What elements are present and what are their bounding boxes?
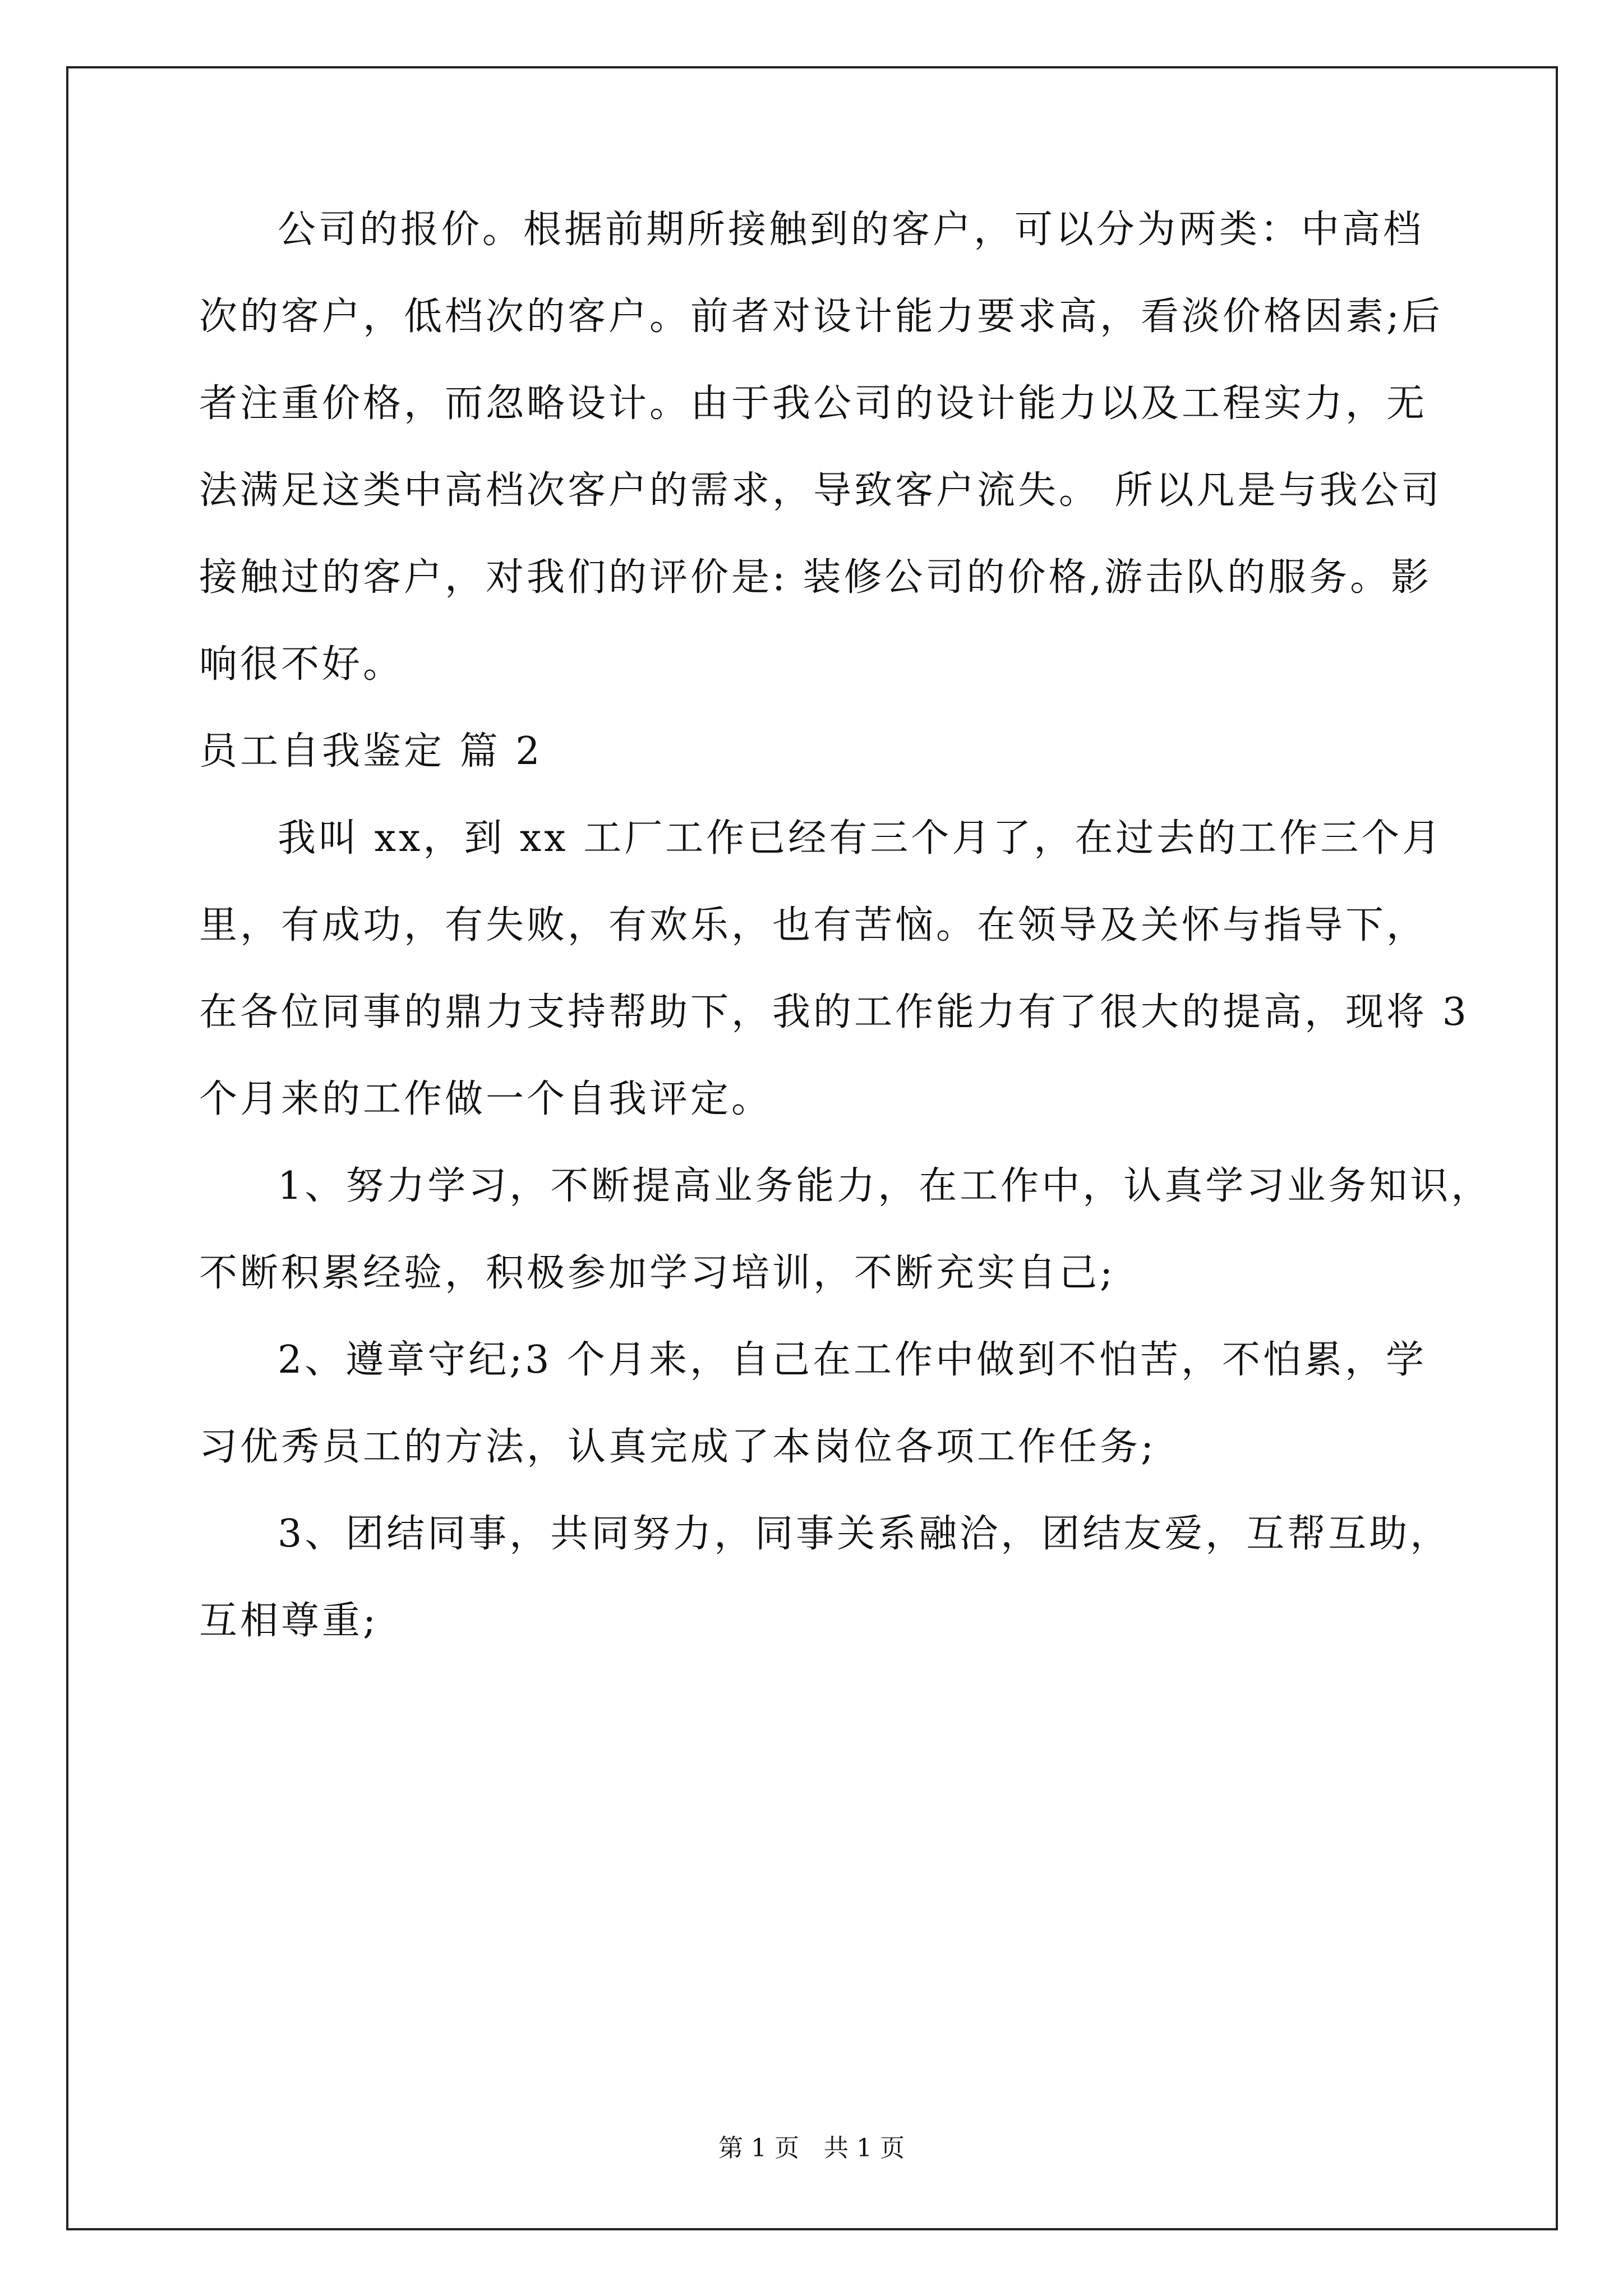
page-footer: 第 1 页 共 1 页 bbox=[718, 2134, 905, 2162]
paragraph-line: 接触过的客户，对我们的评价是: 装修公司的价格,游击队的服务。影 bbox=[199, 555, 1432, 600]
paragraph-line: 个月来的工作做一个自我评定。 bbox=[199, 1077, 773, 1121]
paragraph-line: 法满足这类中高档次客户的需求，导致客户流失。 所以凡是与我公司 bbox=[199, 468, 1442, 513]
paragraph-line: 次的客户，低档次的客户。前者对设计能力要求高，看淡价格因素;后 bbox=[199, 295, 1443, 339]
paragraph-line: 者注重价格，而忽略设计。由于我公司的设计能力以及工程实力，无 bbox=[199, 381, 1428, 426]
paragraph-line: 里，有成功，有失败，有欢乐，也有苦恼。在领导及关怀与指导下， bbox=[199, 903, 1428, 947]
list-item-line: 1、努力学习，不断提高业务能力，在工作中，认真学习业务知识， bbox=[278, 1164, 1492, 1208]
list-item-line: 2、遵章守纪;3 个月来，自己在工作中做到不怕苦，不怕累，学 bbox=[278, 1338, 1427, 1382]
list-item-line: 互相尊重; bbox=[199, 1599, 379, 1643]
paragraph-line: 响很不好。 bbox=[199, 642, 404, 687]
list-item-line: 习优秀员工的方法，认真完成了本岗位各项工作任务; bbox=[199, 1425, 1156, 1469]
paragraph-line: 在各位同事的鼎力支持帮助下，我的工作能力有了很大的提高，现将 3 bbox=[199, 990, 1469, 1034]
paragraph-line: 我叫 xx，到 xx 工厂工作已经有三个月了，在过去的工作三个月 bbox=[278, 816, 1444, 861]
section-heading: 员工自我鉴定 篇 2 bbox=[199, 729, 543, 774]
list-item-line: 3、团结同事，共同努力，同事关系融洽，团结友爱，互帮互助， bbox=[278, 1512, 1451, 1556]
paragraph-line: 公司的报价。根据前期所接触到的客户，可以分为两类：中高档 bbox=[278, 208, 1424, 252]
list-item-line: 不断积累经验，积极参加学习培训，不断充实自己; bbox=[199, 1251, 1115, 1295]
